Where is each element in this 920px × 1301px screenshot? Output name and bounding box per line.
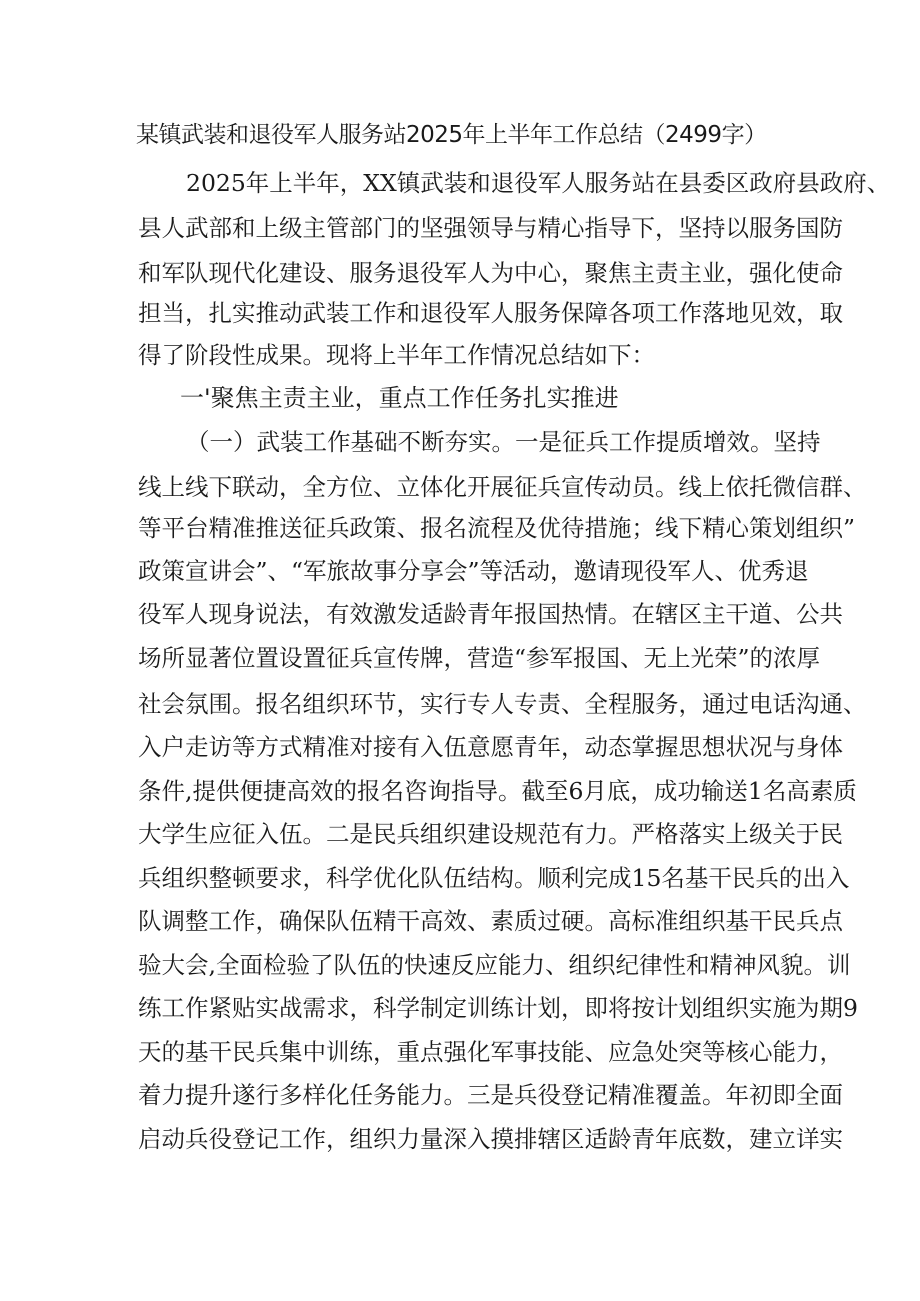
paragraph-line: 县人武部和上级主管部门的坚强领导与精心指导下，坚持以服务国防 <box>138 214 843 242</box>
paragraph-line: 入户走访等方式精准对接有入伍意愿青年，动态掌握思想状况与身体 <box>138 733 843 761</box>
paragraph-line: （一）武装工作基础不断夯实。一是征兵工作提质增效。坚持 <box>186 428 821 456</box>
paragraph-line: 2025年上半年，XX镇武装和退役军人服务站在县委区政府县政府、 <box>186 169 891 197</box>
document-title: 某镇武装和退役军人服务站2025年上半年工作总结（2499字） <box>136 122 767 148</box>
paragraph-line: 条件,提供便捷高效的报名咨询指导。截至6月底，成功输送1名高素质 <box>138 777 857 805</box>
paragraph-line: 兵组织整顿要求，科学优化队伍结构。顺利完成15名基干民兵的出入 <box>138 864 850 892</box>
paragraph-line: 政策宣讲会”、“军旅故事分享会”等活动，邀请现役军人、优秀退 <box>138 557 809 585</box>
paragraph-line: 大学生应征入伍。二是民兵组织建设规范有力。严格落实上级关于民 <box>138 820 843 848</box>
paragraph-line: 线上线下联动，全方位、立体化开展征兵宣传动员。线上依托微信群、 <box>138 473 867 501</box>
paragraph-line: 得了阶段性成果。现将上半年工作情况总结如下： <box>138 341 655 369</box>
paragraph-line: 社会氛围。报名组织环节，实行专人专责、全程服务，通过电话沟通、 <box>138 690 867 718</box>
paragraph-line: 天的基干民兵集中训练，重点强化军事技能、应急处突等核心能力， <box>138 1038 843 1066</box>
paragraph-line: 启动兵役登记工作，组织力量深入摸排辖区适龄青年底数，建立详实 <box>138 1125 843 1153</box>
paragraph-line: 队调整工作，确保队伍精干高效、素质过硬。高标准组织基干民兵点 <box>138 907 843 935</box>
paragraph-line: 役军人现身说法，有效激发适龄青年报国热情。在辖区主干道、公共 <box>138 600 843 628</box>
paragraph-line: 着力提升遂行多样化任务能力。三是兵役登记精准覆盖。年初即全面 <box>138 1081 843 1109</box>
paragraph-line: 场所显著位置设置征兵宣传牌，营造“参军报国、无上光荣”的浓厚 <box>138 644 821 672</box>
paragraph-line: 练工作紧贴实战需求，科学制定训练计划，即将按计划组织实施为期9 <box>138 994 858 1022</box>
section-heading: 一'聚焦主责主业，重点工作任务扎实推进 <box>180 384 619 412</box>
paragraph-line: 担当，扎实推动武装工作和退役军人服务保障各项工作落地见效，取 <box>138 299 843 327</box>
paragraph-line: 验大会,全面检验了队伍的快速反应能力、组织纪律性和精神风貌。训 <box>138 951 851 979</box>
paragraph-line: 和军队现代化建设、服务退役军人为中心，聚焦主责主业，强化使命 <box>138 259 843 287</box>
paragraph-line: 等平台精准推送征兵政策、报名流程及优待措施；线下精心策划组织” <box>138 514 856 542</box>
